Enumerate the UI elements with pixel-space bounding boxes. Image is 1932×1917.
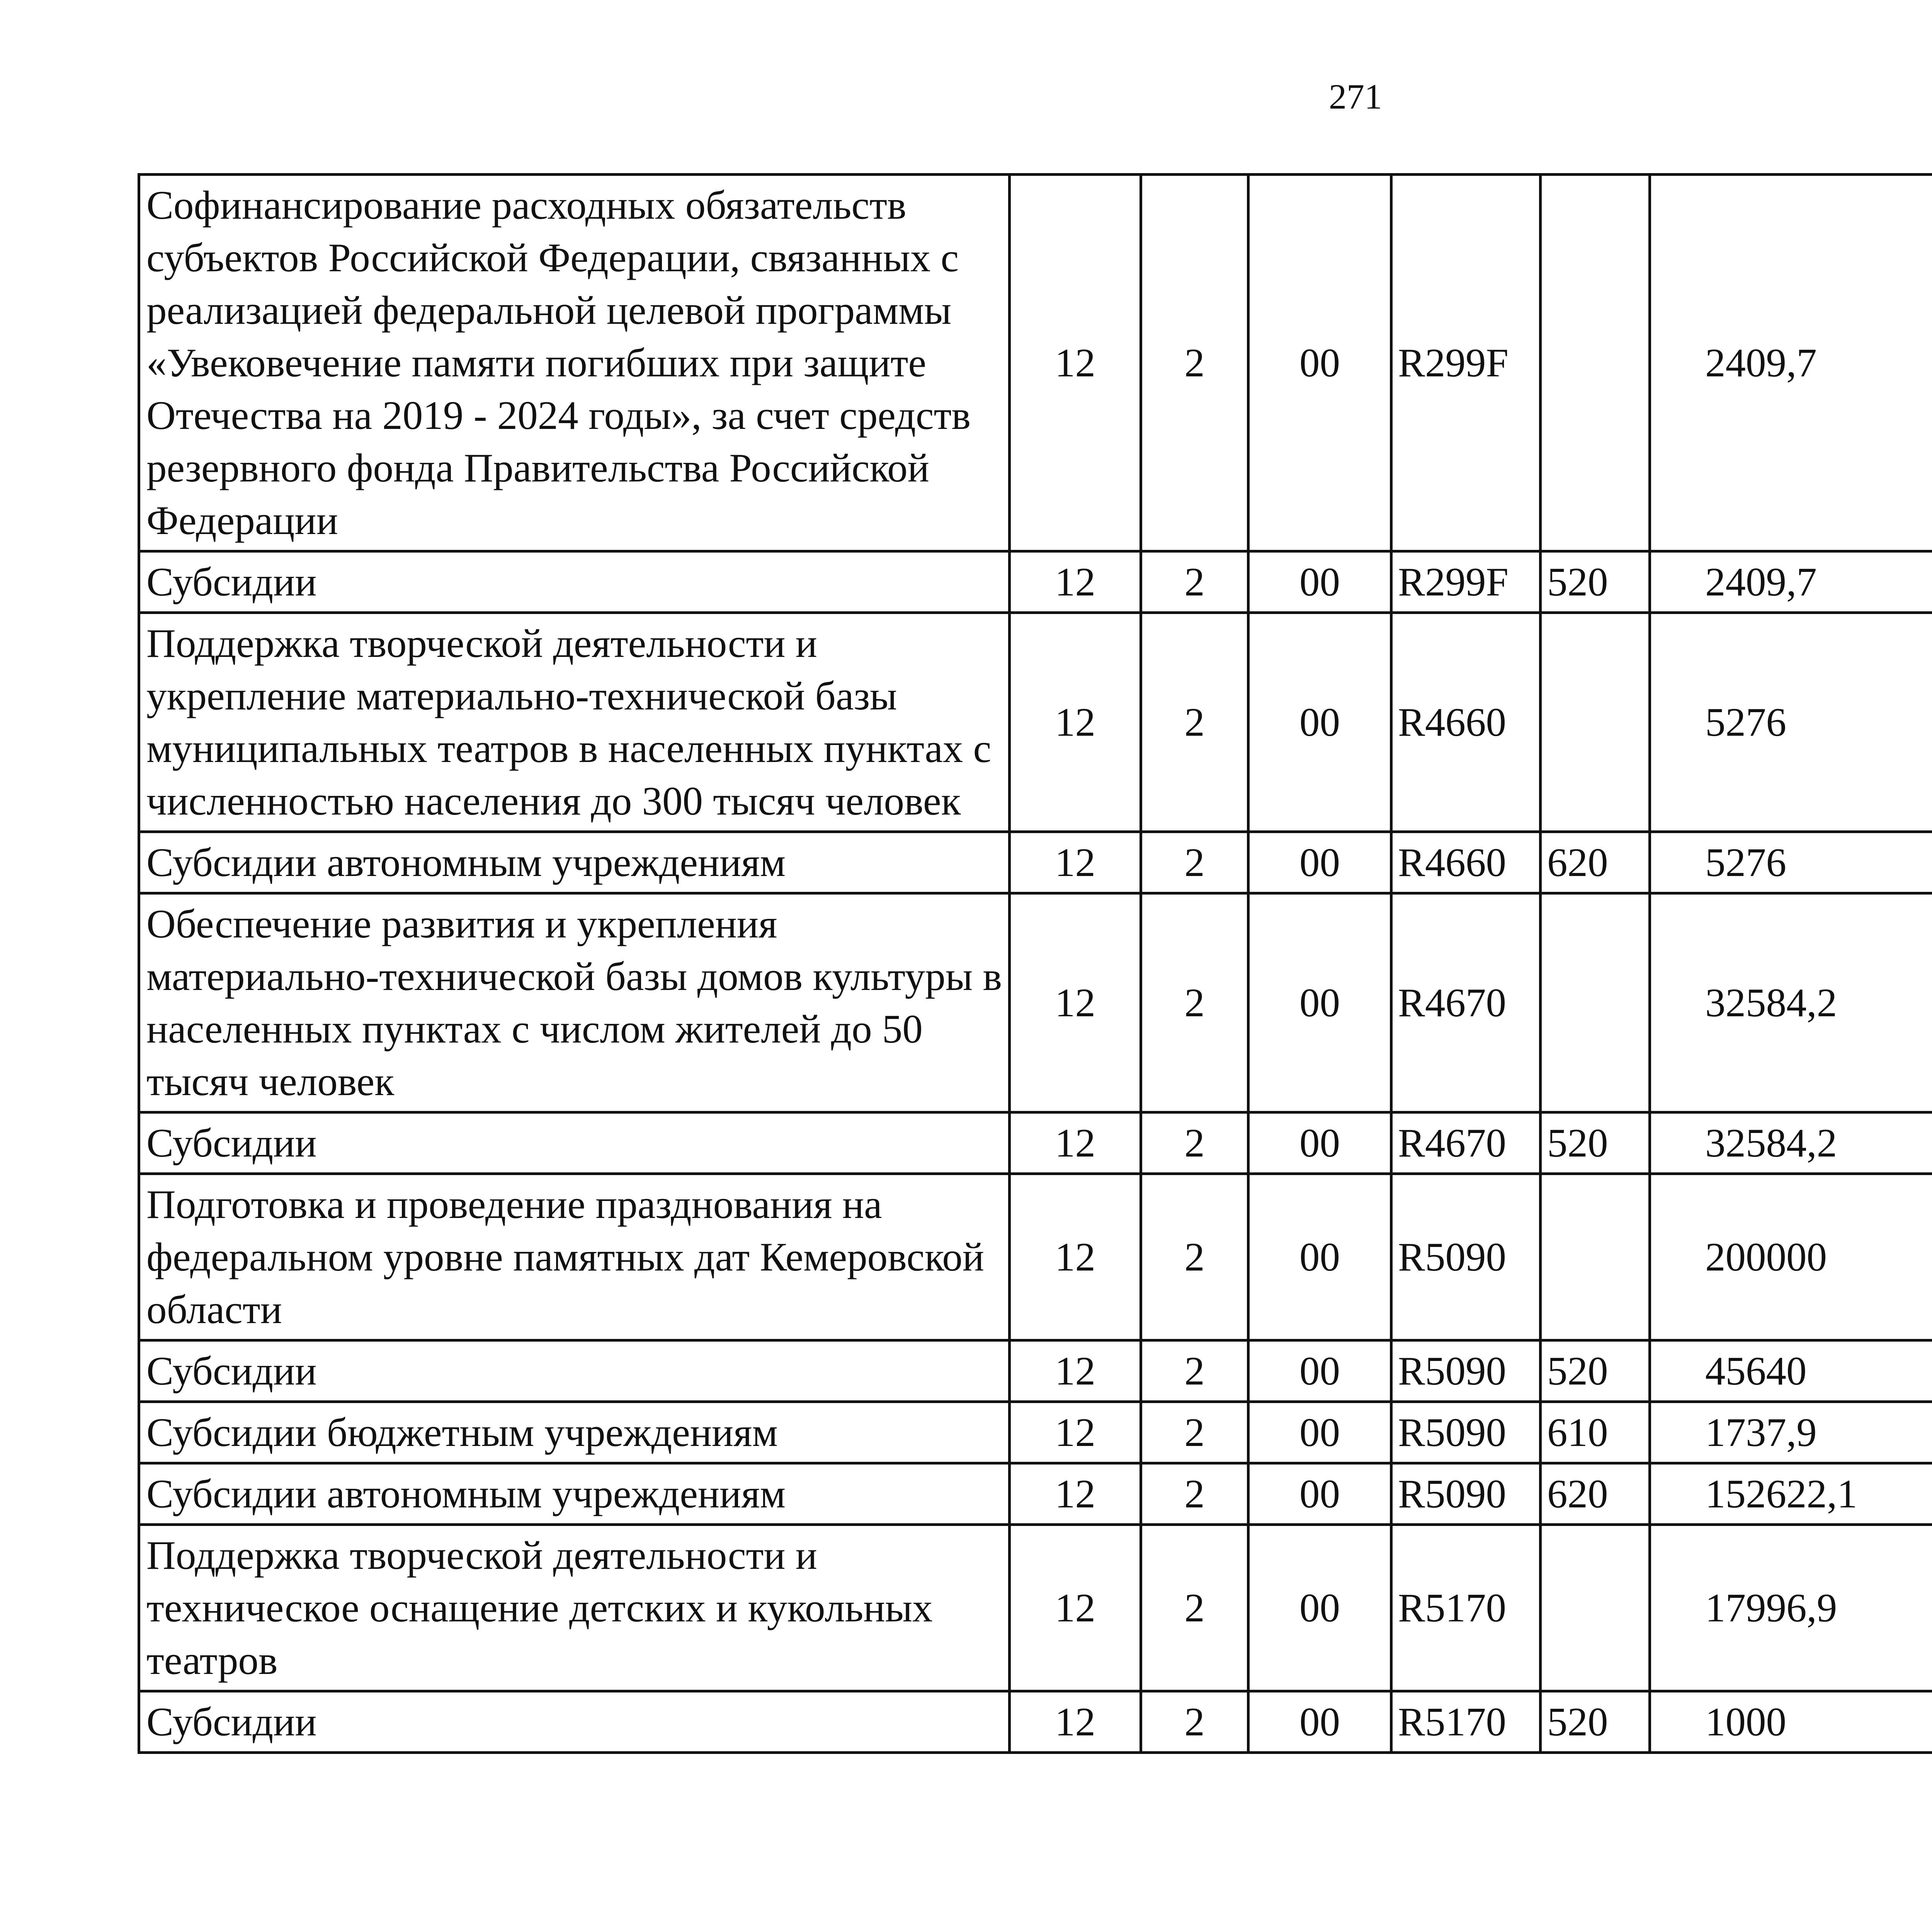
subprogram-cell: 2 [1141,551,1248,613]
expense-type-cell: 520 [1541,1112,1650,1174]
expense-type-cell [1541,1525,1650,1691]
expense-type-cell: 520 [1541,1691,1650,1753]
expense-type-cell [1541,893,1650,1112]
budget-table [138,173,1932,1754]
sum-year1-cell: 45640 [1650,1340,1932,1402]
section-cell: 12 [1010,1691,1141,1753]
table-row [139,1525,1932,1691]
target-code-cell: R5090 [1391,1174,1541,1340]
target-code-cell: R5170 [1391,1525,1541,1691]
direction-cell: 00 [1248,893,1391,1112]
table-row [139,893,1932,1112]
direction-cell: 00 [1248,175,1391,551]
subprogram-cell: 2 [1141,613,1248,832]
direction-cell: 00 [1248,1112,1391,1174]
subprogram-cell: 2 [1141,1174,1248,1340]
subprogram-cell: 2 [1141,832,1248,893]
subprogram-cell: 2 [1141,1463,1248,1525]
target-code-cell: R5090 [1391,1463,1541,1525]
row-name-cell: Софинансирование расходных обязательств субъектов Российской Федерации, связанных с реализацией федеральной целевой программы «Увековечение памяти погибших при защите Отечества на 2019 - 2024 годы», за счет средств резервного фонда Правительства Российской Федерации [139,175,1010,551]
direction-cell: 00 [1248,1691,1391,1753]
row-name-cell: Поддержка творческой деятельности и техническое оснащение детских и кукольных театров [139,1525,1010,1691]
direction-cell: 00 [1248,613,1391,832]
section-cell: 12 [1010,1174,1141,1340]
direction-cell: 00 [1248,1174,1391,1340]
sum-year1-cell: 152622,1 [1650,1463,1932,1525]
table-row [139,551,1932,613]
target-code-cell: R5170 [1391,1691,1541,1753]
target-code-cell: R4660 [1391,832,1541,893]
expense-type-cell [1541,175,1650,551]
row-name-cell: Обеспечение развития и укрепления материально-технической базы домов культуры в населенных пунктах с числом жителей до 50 тысяч человек [139,893,1010,1112]
section-cell: 12 [1010,551,1141,613]
direction-cell: 00 [1248,1463,1391,1525]
direction-cell: 00 [1248,1525,1391,1691]
sum-year1-cell: 1737,9 [1650,1402,1932,1463]
table-row [139,1112,1932,1174]
expense-type-cell: 520 [1541,1340,1650,1402]
direction-cell: 00 [1248,832,1391,893]
sum-year1-cell: 17996,9 [1650,1525,1932,1691]
expense-type-cell: 520 [1541,551,1650,613]
row-name-cell: Поддержка творческой деятельности и укрепление материально-технической базы муниципальных театров в населенных пунктах с численностью населения до 300 тысяч человек [139,613,1010,832]
target-code-cell: R4670 [1391,893,1541,1112]
table-row [139,175,1932,551]
subprogram-cell: 2 [1141,1340,1248,1402]
table-row [139,832,1932,893]
row-name-cell: Субсидии [139,1340,1010,1402]
subprogram-cell: 2 [1141,893,1248,1112]
section-cell: 12 [1010,1402,1141,1463]
sum-year1-cell: 200000 [1650,1174,1932,1340]
row-name-cell: Субсидии [139,1112,1010,1174]
sum-year1-cell: 1000 [1650,1691,1932,1753]
direction-cell: 00 [1248,551,1391,613]
target-code-cell: R5090 [1391,1340,1541,1402]
table-row [139,1402,1932,1463]
sum-year1-cell: 2409,7 [1650,175,1932,551]
section-cell: 12 [1010,1112,1141,1174]
sum-year1-cell: 32584,2 [1650,1112,1932,1174]
section-cell: 12 [1010,1463,1141,1525]
direction-cell: 00 [1248,1340,1391,1402]
table-row [139,1691,1932,1753]
subprogram-cell: 2 [1141,1112,1248,1174]
sum-year1-cell: 5276 [1650,832,1932,893]
subprogram-cell: 2 [1141,1402,1248,1463]
target-code-cell: R299F [1391,551,1541,613]
row-name-cell: Подготовка и проведение празднования на федеральном уровне памятных дат Кемеровской области [139,1174,1010,1340]
section-cell: 12 [1010,1340,1141,1402]
table-row [139,1463,1932,1525]
page-number: 271 [1329,77,1382,116]
target-code-cell: R5090 [1391,1402,1541,1463]
section-cell: 12 [1010,613,1141,832]
subprogram-cell: 2 [1141,1691,1248,1753]
subprogram-cell: 2 [1141,1525,1248,1691]
sum-year1-cell: 32584,2 [1650,893,1932,1112]
section-cell: 12 [1010,175,1141,551]
section-cell: 12 [1010,832,1141,893]
expense-type-cell: 620 [1541,832,1650,893]
subprogram-cell: 2 [1141,175,1248,551]
table-row [139,1174,1932,1340]
expense-type-cell: 620 [1541,1463,1650,1525]
row-name-cell: Субсидии автономным учреждениям [139,832,1010,893]
table-body [139,175,1932,1753]
row-name-cell: Субсидии бюджетным учреждениям [139,1402,1010,1463]
expense-type-cell [1541,613,1650,832]
expense-type-cell [1541,1174,1650,1340]
sum-year1-cell: 5276 [1650,613,1932,832]
direction-cell: 00 [1248,1402,1391,1463]
expense-type-cell: 610 [1541,1402,1650,1463]
sum-year1-cell: 2409,7 [1650,551,1932,613]
row-name-cell: Субсидии [139,1691,1010,1753]
section-cell: 12 [1010,893,1141,1112]
table-row [139,613,1932,832]
target-code-cell: R299F [1391,175,1541,551]
target-code-cell: R4670 [1391,1112,1541,1174]
target-code-cell: R4660 [1391,613,1541,832]
section-cell: 12 [1010,1525,1141,1691]
row-name-cell: Субсидии [139,551,1010,613]
table-row [139,1340,1932,1402]
row-name-cell: Субсидии автономным учреждениям [139,1463,1010,1525]
